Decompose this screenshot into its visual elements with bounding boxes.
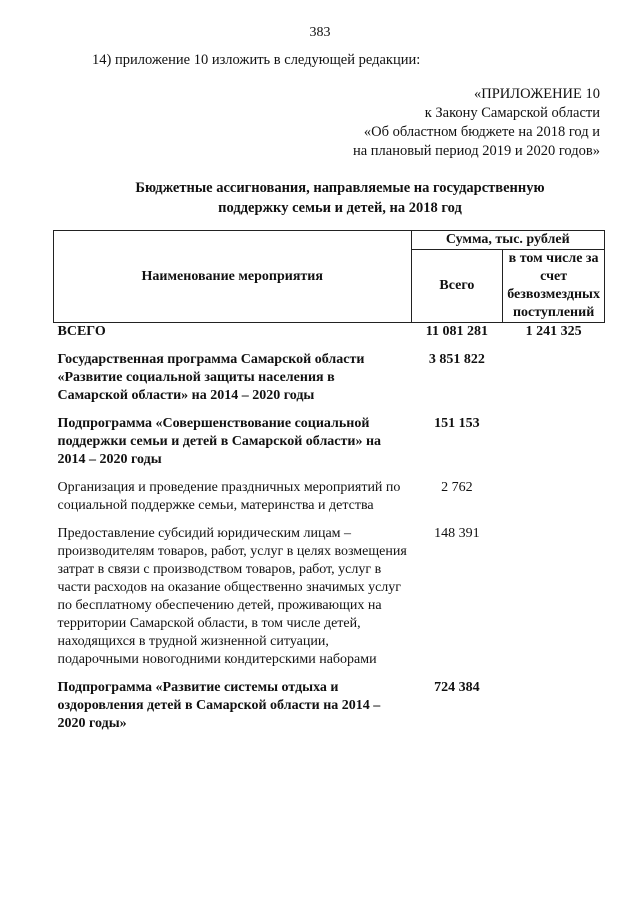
row-total: 2 762 [441,480,473,495]
appendix-line: «ПРИЛОЖЕНИЕ 10 [474,86,600,102]
header-total: Всего [411,250,503,323]
header-amount: Сумма, тыс. рублей [411,231,605,250]
document-title [60,178,620,218]
row-name: Подпрограмма «Совершенствование социальной поддержки семьи и детей в Самарской области» на 2014 – 2020 годы [57,416,382,467]
page-number: 383 [309,25,331,40]
row-name: Государственная программа Самарской области «Развитие социальной защиты населения в Самарской области» на 2014 – 2020 годы [57,352,365,403]
row-name: ВСЕГО [57,324,106,339]
table-row [54,351,605,415]
row-including [503,351,605,415]
table-row [54,415,605,479]
row-name: Предоставление субсидий юридическим лицам – производителям товаров, работ, услуг в целях возмещения затрат в связи с производством товаров, работ, услуг в части расходов на оказание общественно значимых услуг по бесплатному обеспечению детей, проживающих на территории Самарской области, в том числе детей, находящихся в трудной жизненной ситуации, подарочными новогодними кондитерскими наборами [57,526,407,667]
row-total: 11 081 281 [425,324,488,339]
row-including [503,525,605,679]
appendix-heading [300,85,600,161]
title-line: поддержку семьи и детей, на 2018 год [218,200,462,216]
intro-text: 14) приложение 10 изложить в следующей редакции: [92,52,421,68]
row-including [503,415,605,479]
row-total: 148 391 [434,526,480,541]
appendix-line: «Об областном бюджете на 2018 год и [363,124,600,140]
header-including: в том числе за счет безвозмездных поступлений [503,250,605,323]
row-including [503,679,605,743]
table-row [54,525,605,679]
row-total: 724 384 [434,680,480,695]
appendix-line: на плановый период 2019 и 2020 годов» [352,143,600,159]
title-line: Бюджетные ассигнования, направляемые на государственную [135,180,545,196]
table-row [54,679,605,743]
appendix-line: к Закону Самарской области [424,105,600,121]
row-name: Подпрограмма «Развитие системы отдыха и оздоровления детей в Самарской области на 2014 – 2020 годы» [57,680,381,731]
row-total: 3 851 822 [428,352,485,367]
row-total: 151 153 [434,416,480,431]
row-including: 1 241 325 [525,324,582,339]
row-name: Организация и проведение праздничных мероприятий по социальной поддержке семьи, материнства и детства [57,480,401,513]
header-name: Наименование мероприятия [54,231,412,323]
table-row [54,323,605,352]
row-including [503,479,605,525]
table-row [54,479,605,525]
budget-table [53,230,605,743]
